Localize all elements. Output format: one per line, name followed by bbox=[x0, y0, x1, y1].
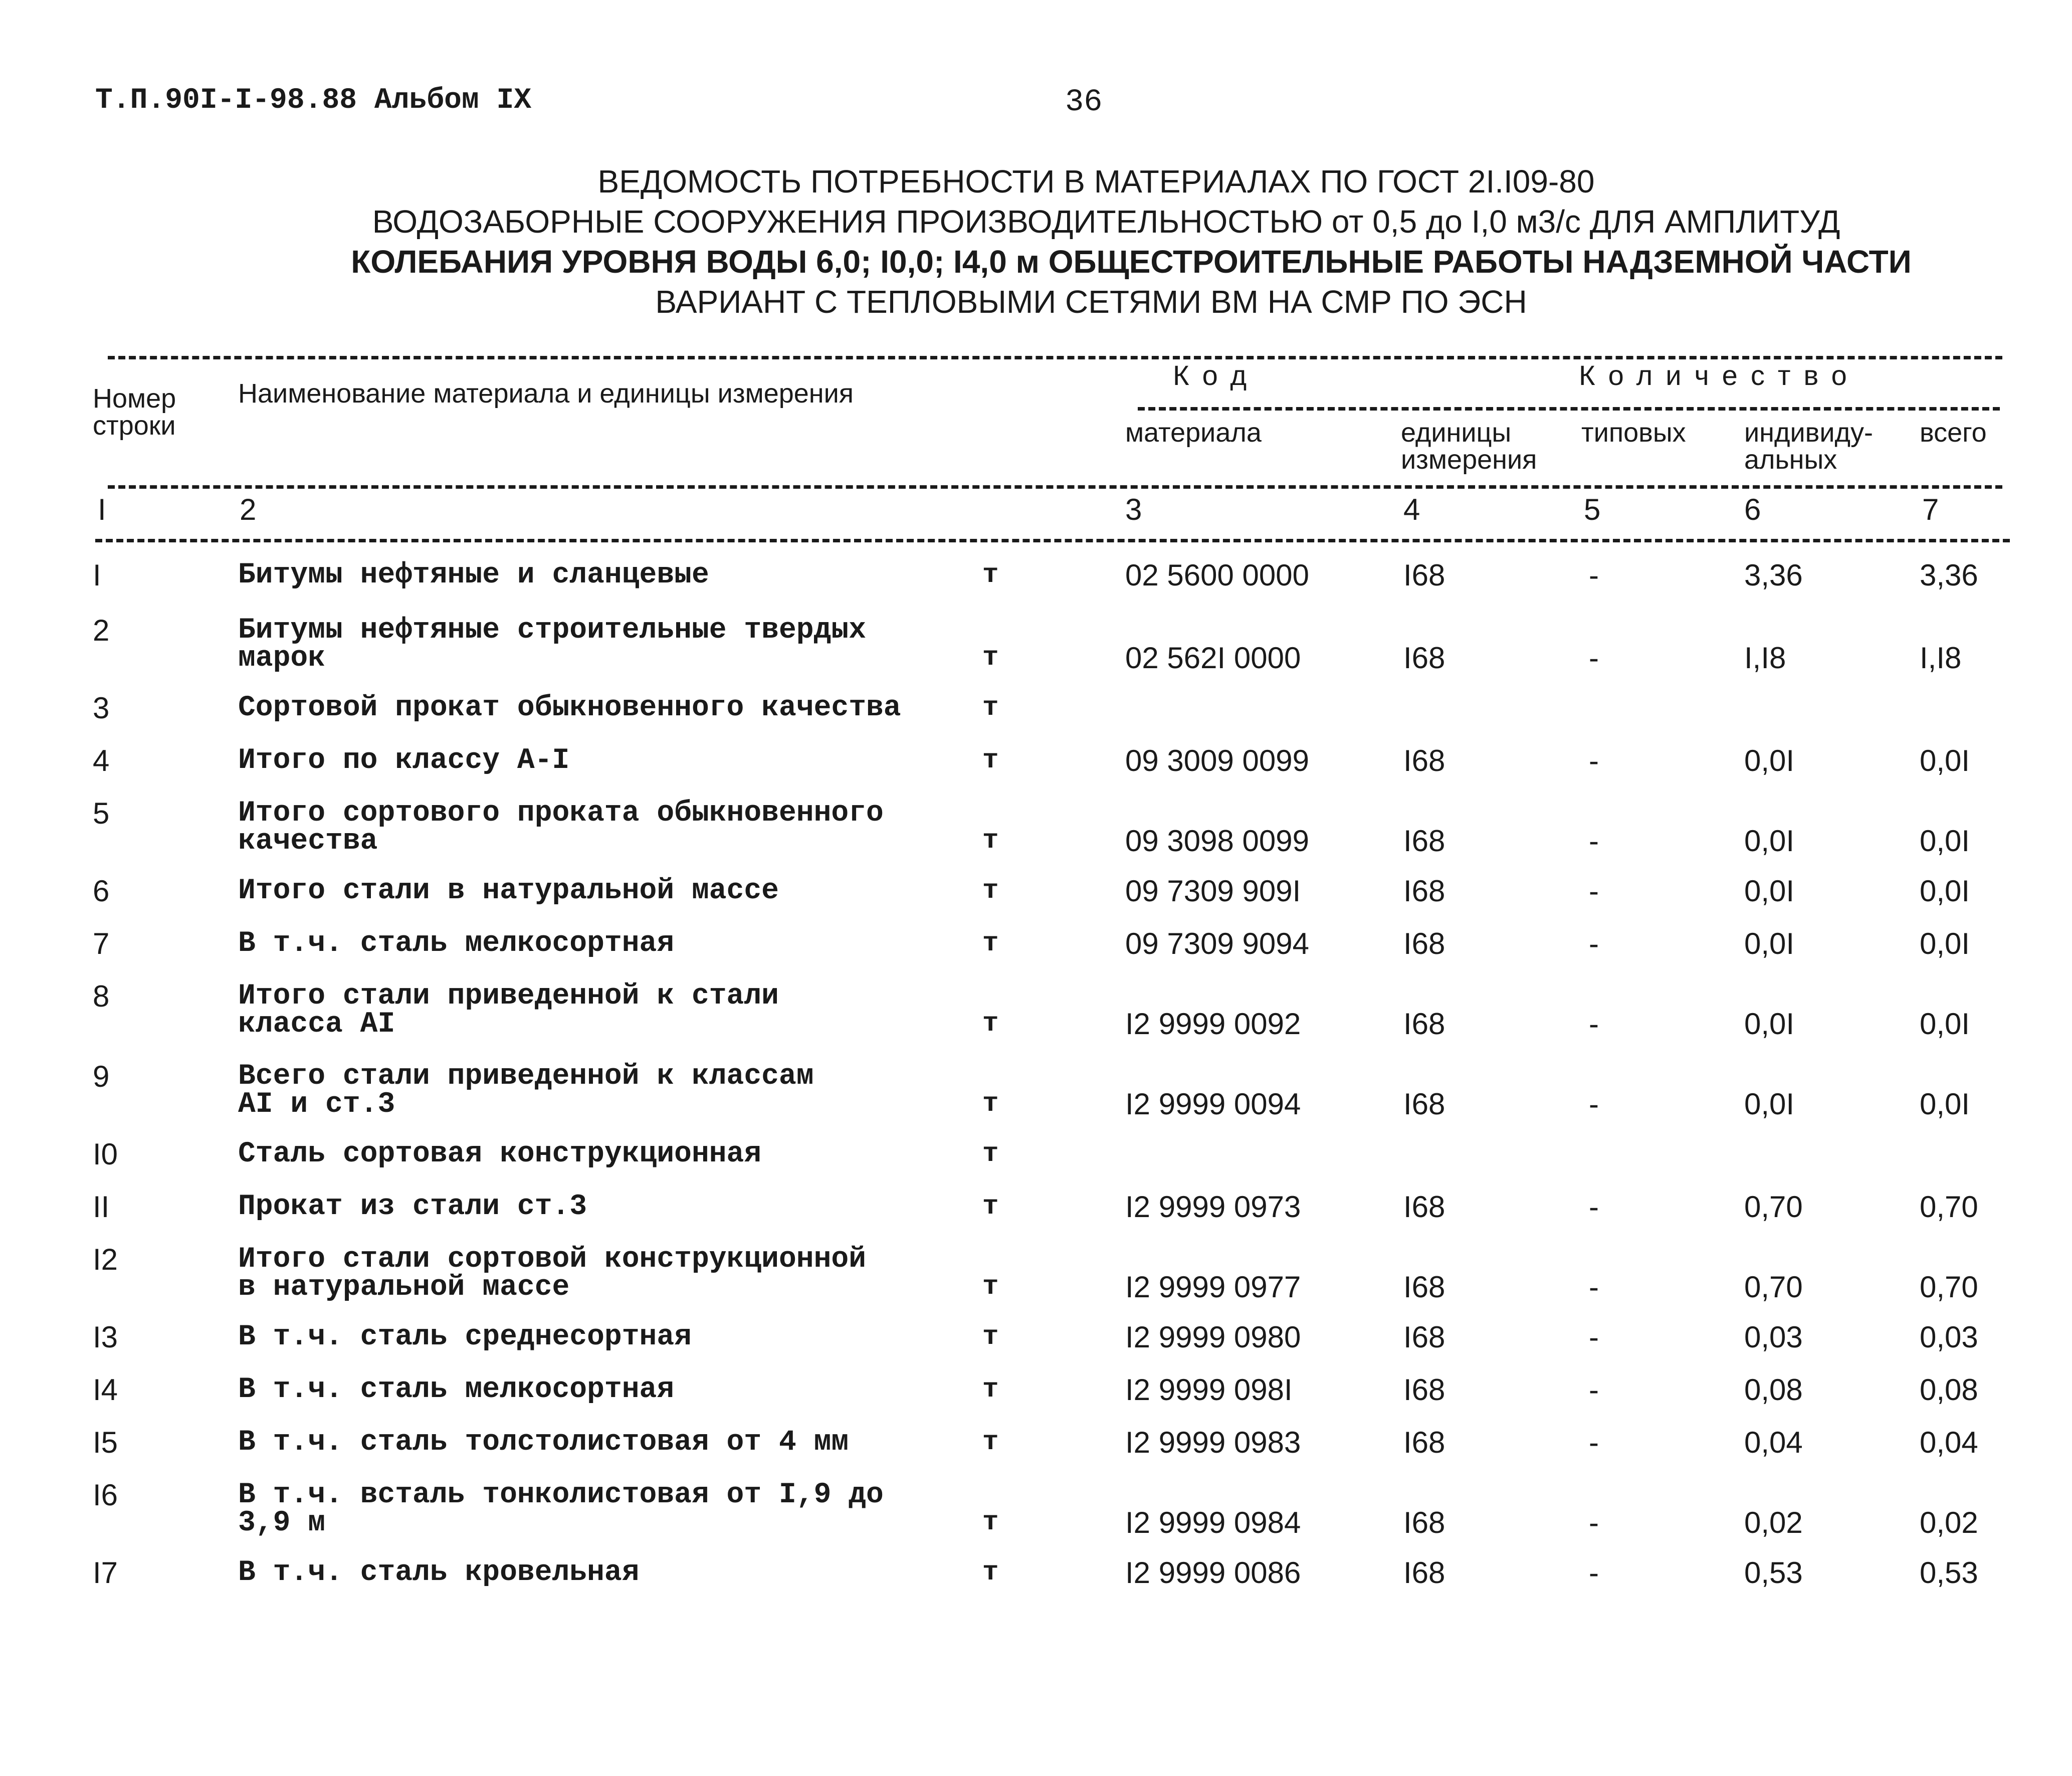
row-number: 8 bbox=[93, 979, 110, 1013]
typical-quantity: - bbox=[1589, 1190, 1599, 1224]
row-number: I6 bbox=[93, 1478, 118, 1512]
total-quantity: 0,04 bbox=[1920, 1426, 1978, 1459]
material-name: В т.ч. всталь тонколистовая от I,9 до bbox=[238, 1479, 884, 1511]
typical-quantity: - bbox=[1589, 1556, 1599, 1590]
typical-quantity: - bbox=[1589, 1320, 1599, 1354]
material-code: 02 5600 0000 bbox=[1125, 558, 1310, 592]
total-quantity: 0,70 bbox=[1920, 1190, 1978, 1224]
header-bottom-rule bbox=[108, 485, 2002, 489]
row-number: 2 bbox=[93, 614, 110, 647]
total-quantity: I,I8 bbox=[1920, 641, 1962, 675]
unit-code: I68 bbox=[1403, 824, 1445, 858]
individual-quantity: 0,0I bbox=[1744, 874, 1795, 908]
header-typical: типовых bbox=[1581, 418, 1686, 448]
page-number: 36 bbox=[1065, 84, 1103, 120]
total-quantity: 0,0I bbox=[1920, 744, 1970, 777]
unit-code: I68 bbox=[1403, 1426, 1445, 1459]
unit-code: I68 bbox=[1403, 1373, 1445, 1407]
unit-code: I68 bbox=[1403, 1320, 1445, 1354]
material-name: Битумы нефтяные и сланцевые bbox=[238, 559, 709, 591]
typical-quantity: - bbox=[1589, 1007, 1599, 1041]
material-code: 09 7309 9094 bbox=[1125, 927, 1310, 960]
unit: т bbox=[982, 1139, 999, 1169]
total-quantity: 0,0I bbox=[1920, 874, 1970, 908]
material-code: I2 9999 0094 bbox=[1125, 1087, 1301, 1121]
header-material-code: материала bbox=[1125, 418, 1262, 448]
typical-quantity: - bbox=[1589, 874, 1599, 908]
row-number: 7 bbox=[93, 927, 110, 960]
individual-quantity: 0,70 bbox=[1744, 1270, 1803, 1304]
material-name: В т.ч. сталь мелкосортная bbox=[238, 927, 675, 960]
typical-quantity: - bbox=[1589, 1373, 1599, 1407]
column-numbers-rule bbox=[95, 539, 2010, 542]
material-name: В т.ч. сталь кровельная bbox=[238, 1556, 640, 1589]
unit: т bbox=[982, 693, 999, 723]
column-number: 3 bbox=[1125, 493, 1142, 526]
typical-quantity: - bbox=[1589, 1270, 1599, 1304]
header-unit-code: единицы измерения bbox=[1401, 418, 1537, 475]
total-quantity: 3,36 bbox=[1920, 558, 1978, 592]
unit: т bbox=[982, 928, 999, 959]
material-name-continued: АI и ст.3 bbox=[238, 1088, 395, 1121]
total-quantity: 0,53 bbox=[1920, 1556, 1978, 1590]
individual-quantity: 0,0I bbox=[1744, 927, 1795, 960]
row-number: 3 bbox=[93, 691, 110, 725]
row-number: I5 bbox=[93, 1426, 118, 1459]
total-quantity: 0,02 bbox=[1920, 1506, 1978, 1539]
material-name: Итого стали сортовой конструкционной bbox=[238, 1243, 867, 1276]
unit-code: I68 bbox=[1403, 927, 1445, 960]
column-number: 6 bbox=[1744, 493, 1761, 526]
unit: т bbox=[982, 876, 999, 906]
header-total: всего bbox=[1920, 418, 1987, 448]
unit-code: I68 bbox=[1403, 874, 1445, 908]
material-code: I2 9999 0980 bbox=[1125, 1320, 1301, 1354]
header-material-name: Наименование материала и единицы измерения bbox=[238, 378, 854, 409]
material-name: Прокат из стали ст.3 bbox=[238, 1191, 587, 1223]
material-name: Итого сортового проката обыкновенного bbox=[238, 797, 884, 830]
material-name: Всего стали приведенной к классам bbox=[238, 1060, 814, 1093]
column-number: 5 bbox=[1584, 493, 1601, 526]
row-number: 9 bbox=[93, 1060, 110, 1093]
unit: т bbox=[982, 826, 999, 856]
code-group-rule bbox=[1138, 407, 2000, 411]
material-code: I2 9999 0086 bbox=[1125, 1556, 1301, 1590]
material-name: В т.ч. сталь мелкосортная bbox=[238, 1373, 675, 1406]
row-number: II bbox=[93, 1190, 110, 1224]
material-name: Битумы нефтяные строительные твердых bbox=[238, 614, 867, 647]
unit: т bbox=[982, 1322, 999, 1352]
title-line-4: ВАРИАНТ С ТЕПЛОВЫМИ СЕТЯМИ ВМ НА СМР ПО ЭСН bbox=[655, 284, 1527, 320]
total-quantity: 0,70 bbox=[1920, 1270, 1978, 1304]
individual-quantity: 3,36 bbox=[1744, 558, 1803, 592]
material-code: I2 9999 0984 bbox=[1125, 1506, 1301, 1539]
individual-quantity: 0,0I bbox=[1744, 1007, 1795, 1041]
table-top-rule bbox=[108, 356, 2002, 359]
unit: т bbox=[982, 1272, 999, 1302]
unit-code: I68 bbox=[1403, 1506, 1445, 1539]
row-number: 4 bbox=[93, 744, 110, 777]
material-name: В т.ч. сталь среднесортная bbox=[238, 1321, 692, 1353]
material-name: Итого стали в натуральной массе bbox=[238, 875, 779, 907]
individual-quantity: I,I8 bbox=[1744, 641, 1786, 675]
total-quantity: 0,0I bbox=[1920, 1007, 1970, 1041]
material-name: Итого по классу А-I bbox=[238, 744, 570, 777]
unit-code: I68 bbox=[1403, 1190, 1445, 1224]
unit: т bbox=[982, 1192, 999, 1222]
unit: т bbox=[982, 1374, 999, 1405]
material-name-continued: в натуральной массе bbox=[238, 1271, 570, 1304]
typical-quantity: - bbox=[1589, 744, 1599, 777]
typical-quantity: - bbox=[1589, 1087, 1599, 1121]
individual-quantity: 0,08 bbox=[1744, 1373, 1803, 1407]
unit: т bbox=[982, 1089, 999, 1119]
column-number: 7 bbox=[1922, 493, 1939, 526]
title-line-3: КОЛЕБАНИЯ УРОВНЯ ВОДЫ 6,0; I0,0; I4,0 м ОБЩЕСТРОИТЕЛЬНЫЕ РАБОТЫ НАДЗЕМНОЙ ЧАСТИ bbox=[351, 244, 1912, 280]
header-quantity-group: Количество bbox=[1579, 359, 1860, 391]
total-quantity: 0,0I bbox=[1920, 927, 1970, 960]
material-code: I2 9999 0977 bbox=[1125, 1270, 1301, 1304]
unit-code: I68 bbox=[1403, 1270, 1445, 1304]
row-number: I7 bbox=[93, 1556, 118, 1590]
row-number: I3 bbox=[93, 1320, 118, 1354]
material-code: I2 9999 0983 bbox=[1125, 1426, 1301, 1459]
row-number: 6 bbox=[93, 874, 110, 908]
individual-quantity: 0,04 bbox=[1744, 1426, 1803, 1459]
material-name: Сталь сортовая конструкционная bbox=[238, 1138, 762, 1170]
material-name: Итого стали приведенной к стали bbox=[238, 980, 779, 1013]
individual-quantity: 0,03 bbox=[1744, 1320, 1803, 1354]
typical-quantity: - bbox=[1589, 1506, 1599, 1539]
material-code: I2 9999 0092 bbox=[1125, 1007, 1301, 1041]
typical-quantity: - bbox=[1589, 641, 1599, 675]
individual-quantity: 0,70 bbox=[1744, 1190, 1803, 1224]
header-code-group: Код bbox=[1173, 359, 1260, 391]
column-number: 2 bbox=[240, 493, 257, 526]
unit-code: I68 bbox=[1403, 1087, 1445, 1121]
unit: т bbox=[982, 1557, 999, 1588]
column-number: 4 bbox=[1403, 493, 1420, 526]
material-name-continued: класса АI bbox=[238, 1008, 395, 1041]
typical-quantity: - bbox=[1589, 1426, 1599, 1459]
total-quantity: 0,08 bbox=[1920, 1373, 1978, 1407]
material-name: В т.ч. сталь толстолистовая от 4 мм bbox=[238, 1426, 849, 1459]
title-line-2: ВОДОЗАБОРНЫЕ СООРУЖЕНИЯ ПРОИЗВОДИТЕЛЬНОСТЬЮ от 0,5 до I,0 м3/с ДЛЯ АМПЛИТУД bbox=[372, 204, 1840, 240]
total-quantity: 0,0I bbox=[1920, 1087, 1970, 1121]
material-name: Сортовой прокат обыкновенного качества bbox=[238, 692, 901, 724]
unit: т bbox=[982, 1009, 999, 1039]
row-number: I bbox=[93, 558, 101, 592]
material-code: 09 3098 0099 bbox=[1125, 824, 1310, 858]
unit-code: I68 bbox=[1403, 744, 1445, 777]
material-name-continued: марок bbox=[238, 642, 326, 675]
material-code: I2 9999 0973 bbox=[1125, 1190, 1301, 1224]
typical-quantity: - bbox=[1589, 558, 1599, 592]
typical-quantity: - bbox=[1589, 927, 1599, 960]
material-name-continued: качества bbox=[238, 825, 378, 858]
header-row-number: Номер строки bbox=[93, 383, 176, 441]
unit: т bbox=[982, 1427, 999, 1458]
individual-quantity: 0,0I bbox=[1744, 824, 1795, 858]
row-number: I0 bbox=[93, 1137, 118, 1171]
unit-code: I68 bbox=[1403, 641, 1445, 675]
typical-quantity: - bbox=[1589, 824, 1599, 858]
header-individual: индивиду- альных bbox=[1744, 418, 1874, 475]
unit-code: I68 bbox=[1403, 558, 1445, 592]
document-reference: Т.П.90I-I-98.88 Альбом IX bbox=[95, 84, 532, 117]
material-code: 02 562I 0000 bbox=[1125, 641, 1301, 675]
unit: т bbox=[982, 560, 999, 590]
material-code: 09 3009 0099 bbox=[1125, 744, 1310, 777]
total-quantity: 0,03 bbox=[1920, 1320, 1978, 1354]
title-line-1: ВЕДОМОСТЬ ПОТРЕБНОСТИ В МАТЕРИАЛАХ ПО ГОСТ 2I.I09-80 bbox=[597, 163, 1595, 200]
individual-quantity: 0,0I bbox=[1744, 744, 1795, 777]
row-number: 5 bbox=[93, 797, 110, 830]
column-number: I bbox=[98, 493, 106, 526]
unit: т bbox=[982, 745, 999, 776]
unit-code: I68 bbox=[1403, 1556, 1445, 1590]
individual-quantity: 0,0I bbox=[1744, 1087, 1795, 1121]
unit: т bbox=[982, 1507, 999, 1538]
material-code: 09 7309 909I bbox=[1125, 874, 1301, 908]
unit: т bbox=[982, 643, 999, 673]
material-name-continued: 3,9 м bbox=[238, 1507, 326, 1539]
row-number: I2 bbox=[93, 1243, 118, 1276]
unit-code: I68 bbox=[1403, 1007, 1445, 1041]
material-code: I2 9999 098I bbox=[1125, 1373, 1293, 1407]
total-quantity: 0,0I bbox=[1920, 824, 1970, 858]
row-number: I4 bbox=[93, 1373, 118, 1407]
individual-quantity: 0,53 bbox=[1744, 1556, 1803, 1590]
individual-quantity: 0,02 bbox=[1744, 1506, 1803, 1539]
